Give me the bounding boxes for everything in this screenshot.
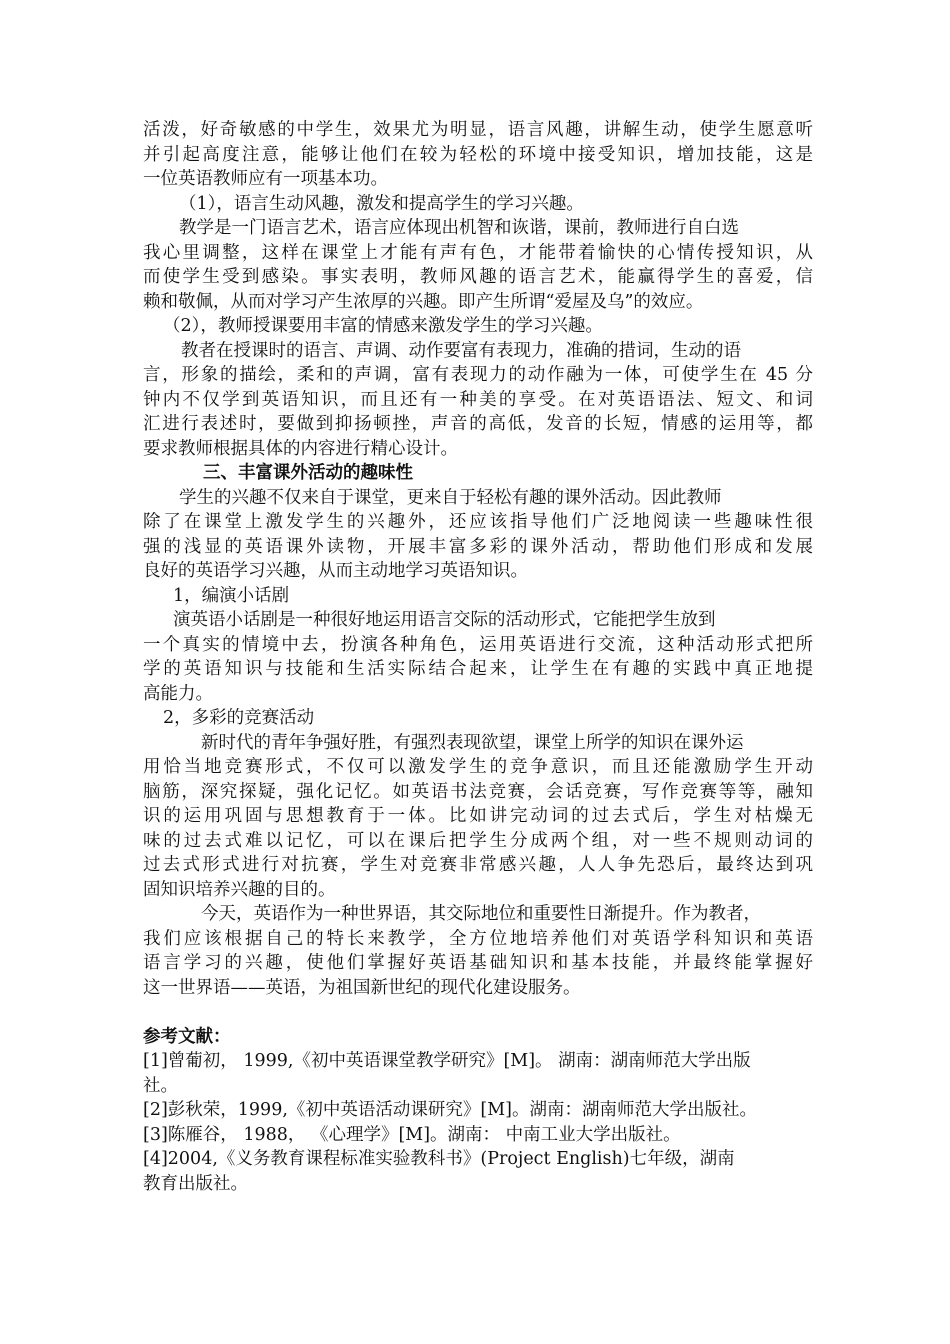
reference-item: [3]陈雁谷， 1988， 《心理学》[M]。湖南： 中南工业大学出版社。 [143, 1124, 681, 1145]
reference-item: 教育出版社。 [143, 1173, 248, 1194]
text-line: 我们应该根据自己的特长来教学，全方位地培养他们对英语学科知识和英语 [143, 928, 813, 949]
text-line: 强的浅显的英语课外读物，开展丰富多彩的课外活动，帮助他们形成和发展 [143, 536, 813, 557]
reference-item: [2]彭秋荣，1999,《初中英语活动课研究》[M]。湖南：湖南师范大学出版社。 [143, 1100, 757, 1120]
section-title: 三、丰富课外活动的趣味性 [203, 463, 413, 483]
text-line: 一个真实的情境中去，扮演各种角色，运用英语进行交流，这种活动形式把所 [143, 634, 813, 655]
text-line: 并引起高度注意，能够让他们在较为轻松的环境中接受知识，增加技能，这是 [143, 144, 813, 165]
text-line: 学生的兴趣不仅来自于课堂，更来自于轻松有趣的课外活动。因此教师 [179, 487, 722, 508]
subheading-1: （1），语言生动风趣，激发和提高学生的学习兴趣。 [179, 193, 584, 214]
text-line: 要求教师根据具体的内容进行精心设计。 [143, 438, 458, 459]
text-line: 赖和敬佩，从而对学习产生浓厚的兴趣。即产生所谓“爱屋及乌”的效应。 [143, 291, 704, 312]
text-line: 识的运用巩固与思想教育于一体。比如讲完动词的过去式后，学生对枯燥无 [143, 806, 813, 826]
reference-item: [4]2004,《义务教育课程标准实验教科书》(Project English)七年级，湖南 [143, 1149, 735, 1169]
text-line: 演英语小话剧是一种很好地运用语言交际的活动形式，它能把学生放到 [173, 610, 716, 630]
paragraph-intro-continued [143, 118, 813, 192]
references-section [143, 1025, 813, 1197]
paragraph-extracurricular [143, 486, 813, 584]
text-line: 而使学生受到感染。事实表明，教师风趣的语言艺术，能赢得学生的喜爱，信 [143, 267, 813, 287]
text-line: 教学是一门语言艺术，语言应体现出机智和诙谐，课前，教师进行自白选 [179, 218, 739, 238]
subheading-2: （2），教师授课要用丰富的情感来激发学生的学习兴趣。 [163, 316, 603, 336]
text-line: 言，形象的描绘，柔和的声调，富有表现力的动作融为一体，可使学生在 45 分 [143, 365, 813, 385]
references-title: 参考文献： [143, 1026, 231, 1047]
text-line: 教者在授课时的语言、声调、动作要富有表现力，准确的措词，生动的语 [181, 340, 741, 361]
text-line: 过去式形式进行对抗赛，学生对竞赛非常感兴趣，人人争先恐后，最终达到巩 [143, 855, 813, 875]
paragraph-competition [143, 731, 813, 903]
text-line: 高能力。 [143, 683, 213, 704]
subheading-competition: 2，多彩的竞赛活动 [163, 708, 315, 728]
text-line: 今天，英语作为一种世界语，其交际地位和重要性日渐提升。作为教者， [201, 904, 761, 924]
spacer [143, 1000, 813, 1025]
text-line: 汇进行表述时，要做到抑扬顿挫，声音的高低，发音的长短，情感的运用等，都 [143, 414, 813, 434]
text-line: 脑筋，深究探疑，强化记忆。如英语书法竞赛，会话竞赛，写作竞赛等等，融知 [143, 781, 813, 802]
paragraph-expressiveness [143, 339, 813, 462]
text-line: 除了在课堂上激发学生的兴趣外，还应该指导他们广泛地阅读一些趣味性很 [143, 512, 813, 532]
subheading-drama: 1，编演小话剧 [173, 585, 290, 606]
reference-item: 社。 [143, 1075, 178, 1096]
reference-item: [1]曾葡初， 1999,《初中英语课堂教学研究》[M]。 湖南：湖南师范大学出版 [143, 1051, 751, 1071]
paragraph-conclusion [143, 902, 813, 1000]
text-line: 这一世界语——英语，为祖国新世纪的现代化建设服务。 [143, 977, 581, 998]
paragraph-drama [143, 608, 813, 706]
text-line: 固知识培养兴趣的目的。 [143, 879, 336, 900]
paragraph-language-art [143, 216, 813, 314]
text-line: 良好的英语学习兴趣，从而主动地学习英语知识。 [143, 561, 528, 581]
text-line: 活泼，好奇敏感的中学生，效果尤为明显，语言风趣，讲解生动，使学生愿意听 [143, 120, 813, 140]
text-line: 学的英语知识与技能和生活实际结合起来，让学生在有趣的实践中真正地提 [143, 659, 813, 679]
text-line: 味的过去式难以记忆，可以在课后把学生分成两个组，对一些不规则动词的 [143, 830, 813, 851]
text-line: 我心里调整，这样在课堂上才能有声有色，才能带着愉快的心情传授知识，从 [143, 242, 813, 263]
text-line: 语言学习的兴趣，使他们掌握好英语基础知识和基本技能，并最终能掌握好 [143, 953, 813, 973]
text-line: 钟内不仅学到英语知识，而且还有一种美的享受。在对英语语法、短文、和词 [143, 389, 813, 410]
text-line: 一位英语教师应有一项基本功。 [143, 169, 388, 189]
document-page [143, 118, 813, 1196]
text-line: 新时代的青年争强好胜，有强烈表现欲望，课堂上所学的知识在课外运 [201, 732, 744, 753]
text-line: 用恰当地竞赛形式，不仅可以激发学生的竞争意识，而且还能激励学生开动 [143, 757, 813, 777]
